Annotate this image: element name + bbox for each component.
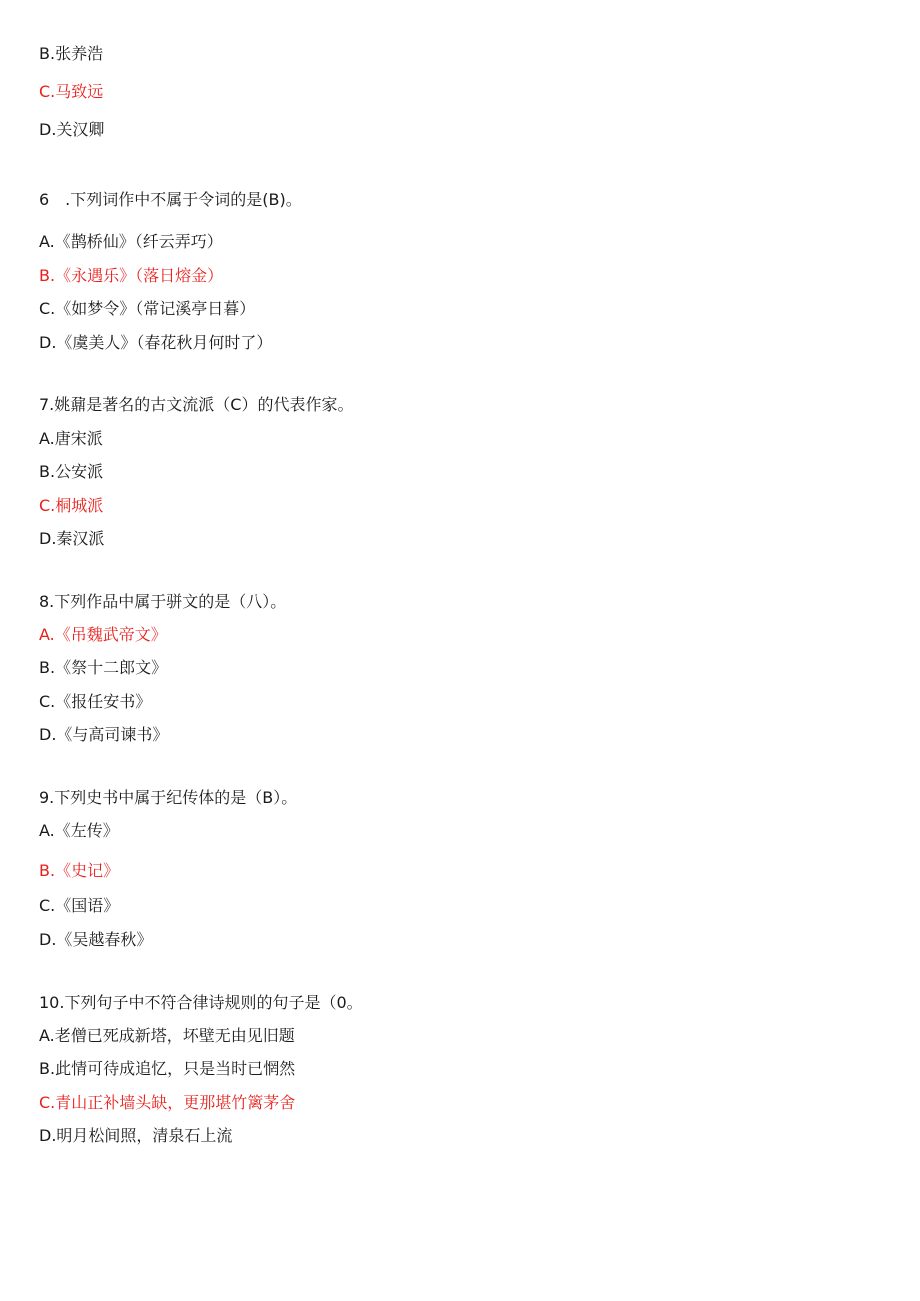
q7-option-a: A.唐宋派 <box>39 429 103 448</box>
q7-stem: 7.姚鼐是著名的古文流派（C）的代表作家。 <box>39 395 354 414</box>
q5-option-d: D.关汉卿 <box>39 120 105 139</box>
q8-option-d: D.《与高司谏书》 <box>39 725 169 744</box>
q6-option-b-answer: B.《永遇乐》（落日熔金） <box>39 266 224 285</box>
q10-option-c-answer: C.青山正补墙头缺，更那堪竹篱茅舍 <box>39 1093 296 1112</box>
q10-option-b: B.此情可待成追忆，只是当时已惘然 <box>39 1059 296 1078</box>
q9-option-a: A.《左传》 <box>39 821 119 840</box>
q9-stem: 9.下列史书中属于纪传体的是（B）。 <box>39 788 298 807</box>
q8-option-a-answer: A.《吊魏武帝文》 <box>39 625 167 644</box>
q5-option-c-answer: C.马致远 <box>39 82 104 101</box>
q10-option-d: D.明月松间照，清泉石上流 <box>39 1126 233 1145</box>
q8-option-b: B.《祭十二郎文》 <box>39 658 168 677</box>
q6-option-d: D.《虞美人》（春花秋月何时了） <box>39 333 273 352</box>
q6-stem: 6 .下列词作中不属于令词的是(B)。 <box>39 190 302 209</box>
q10-option-a: A.老僧已死成新塔，坏壁无由见旧题 <box>39 1026 295 1045</box>
q10-stem: 10.下列句子中不符合律诗规则的句子是（0。 <box>39 993 363 1012</box>
q9-option-d: D.《吴越春秋》 <box>39 930 153 949</box>
q9-option-c: C.《国语》 <box>39 896 120 915</box>
q8-option-c: C.《报任安书》 <box>39 692 152 711</box>
q6-option-a: A.《鹊桥仙》（纤云弄巧） <box>39 232 223 251</box>
q8-stem: 8.下列作品中属于骈文的是（八）。 <box>39 592 287 611</box>
q9-option-b-answer: B.《史记》 <box>39 861 120 880</box>
q6-option-c: C.《如梦令》（常记溪亭日暮） <box>39 299 256 318</box>
q5-option-b: B.张养浩 <box>39 44 104 63</box>
q7-option-d: D.秦汉派 <box>39 529 105 548</box>
q7-option-b: B.公安派 <box>39 462 104 481</box>
q7-option-c-answer: C.桐城派 <box>39 496 104 515</box>
